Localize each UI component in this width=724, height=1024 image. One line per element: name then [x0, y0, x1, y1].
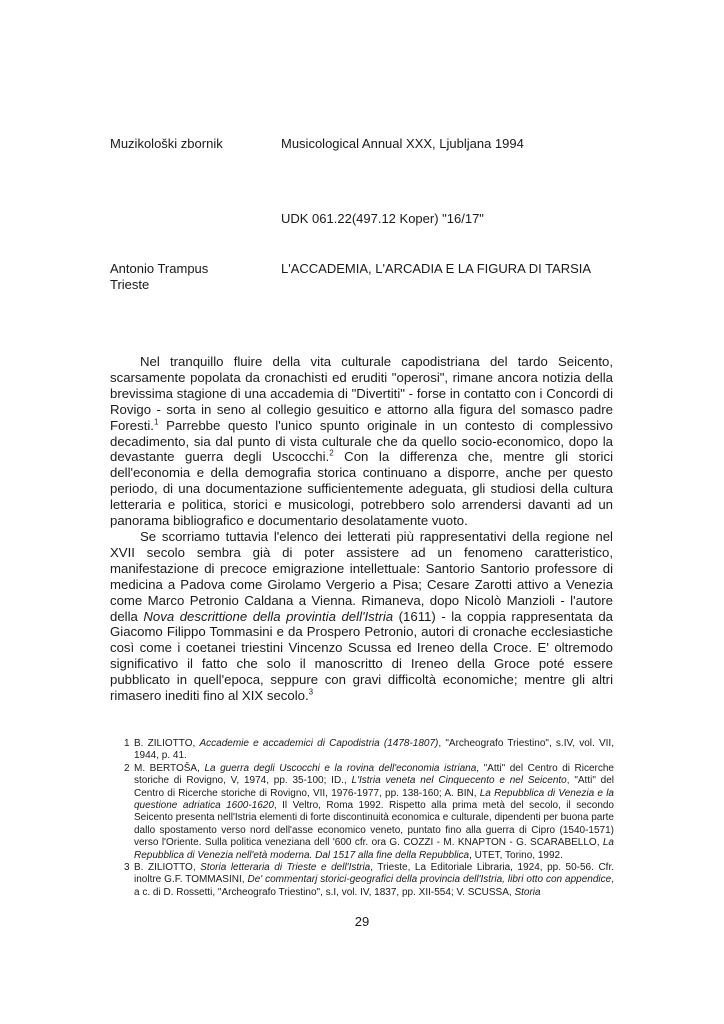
paragraph-text: (1611) - la coppia rappresentata da Giacomo Filippo Tommasini e da Prospero Petronio, autori di cronache ecclesiastiche così come i coetanei triestini Vincenzo Scussa ed Ireneo della Croce. E' oltremodo significativo il fatto che solo il manoscritto di Ireneo della Groce poté essere pubblicato in quell'epoca, seppure con gravi difficoltà economiche; mentre gli altri rimasero inediti fino al XIX secolo. [110, 608, 614, 704]
italic-title: Nova descrittione della provintia dell'Istria [143, 608, 394, 624]
paragraph-text: Nel tranquillo fluire della vita culturale capodistriana del tardo Seicento, scarsamente popolata da cronachisti ed eruditi "operosi", rimane ancora notizia della brevissima stagione di una accademia di "Divertiti" - forse in contatto con i Concordi di Rovigo - sorta in seno al collegio gesuitico e attorno alla figura del somasco padre Foresti. [110, 354, 613, 433]
article-title: L'ACCADEMIA, L'ARCADIA E LA FIGURA DI TARSIA [281, 261, 592, 276]
paragraph-text: Con la differenza che, mentre gli storici dell'economia e della demografia storica continuano a disporre, anche per questo periodo, di una documentazione sufficientemente adeguata, gli studiosi della cultura letteraria e politica, storici e musicologi, potrebbero solo arrendersi davanti ad un panorama bibliografico e documentario desolatamente vuoto. [110, 449, 614, 529]
footnote-2 [124, 763, 614, 862]
footnote-text: B. ZILIOTTO, Accademie e accademici di Capodistria (1478-1807), "Archeografo Triestino", s.IV, vol. VII, 1944, p. 41. [134, 738, 614, 762]
footnote-text: M. BERTOŠA, La guerra degli Uscocchi e la rovina dell'economia istriana, "Atti" del Centro di Ricerche storiche di Rovigno, V, 1974, pp. 35-100; ID., L'Istria veneta nel Cinquecento e nel Seicento, "Atti" del Centro di Ricerche storiche di Rovigno, VII, 1976-1977, pp. 138-160; A. BIN, La Repubblica di Venezia e la questione adriatica 1600-1620, Il Veltro, Roma 1992. Rispetto alla prima metà del secolo, il secondo Seicento presenta nell'Istria elementi di forte discontinuità economica e culturale, dipendenti per buona parte dallo spostamento verso nord dell'asse economico veneto, puntato fino alla guerra di Cipro (1540-1571) verso l'Oriente. Sulla politica veneziana dell '600 cfr. ora G. COZZI - M. KNAPTON - G. SCARABELLO, La Repubblica di Venezia nell'età moderna. Dal 1517 alla fine della Repubblica, UTET, Torino, 1992. [134, 762, 615, 861]
udk-classification: UDK 061.22(497.12 Koper) "16/17" [281, 211, 484, 226]
footnote-number: 1 [124, 738, 130, 749]
footnote-text: B. ZILIOTTO, Storia letteraria di Trieste e dell'Istria, Trieste, La Editoriale Libraria, 1924, pp. 50-56. Cfr. inoltre G.F. TOMMASINI, De' commentarj storici-geografici della provincia dell'Istria, libri otto con appendice, a c. di D. Rossetti, "Archeografo Triestino", s.I, vol. IV, 1837, pp. XII-554; V. SCUSSA, Storia [134, 862, 614, 898]
paragraph-text: Se scorriamo tuttavia l'elenco dei letterati più rappresentativi della regione nel XVII secolo sembra già di poter assistere ad un fenomeno caratteristico, manifestazione di precoce emigrazione intellettuale: Santorio Santorio professore di medicina a Padova come Girolamo Vergerio a Pisa; Cesare Zarotti attivo a Venezia come Marco Petronio Caldana a Vienna. Rimaneva, dopo Nicolò Manzioli - l'autore della [110, 528, 613, 624]
footnote-number: 2 [124, 762, 130, 774]
author-name: Antonio Trampus [110, 261, 209, 276]
paragraph-1 [110, 354, 613, 529]
footnote-ref-2: 2 [329, 449, 334, 459]
footnote-3 [124, 862, 614, 899]
footnote-ref-3: 3 [308, 687, 314, 697]
paragraph-2 [110, 529, 613, 704]
journal-name-right: Musicological Annual XXX, Ljubljana 1994 [281, 136, 524, 151]
author-city: Trieste [110, 277, 150, 292]
footnotes [124, 738, 614, 899]
footnote-ref-1: 1 [153, 417, 159, 427]
article-body [110, 354, 613, 704]
page-number: 29 [354, 914, 370, 929]
journal-name-left: Muzikološki zbornik [110, 136, 223, 151]
paragraph-text: Parrebbe questo l'unico spunto originale in un contesto di complessivo decadimento, sia dal punto di vista culturale che da quello socio-economico, dopo la devastante guerra degli Uscocchi. [110, 417, 613, 465]
footnote-number: 3 [124, 862, 130, 874]
footnote-1 [124, 738, 614, 763]
